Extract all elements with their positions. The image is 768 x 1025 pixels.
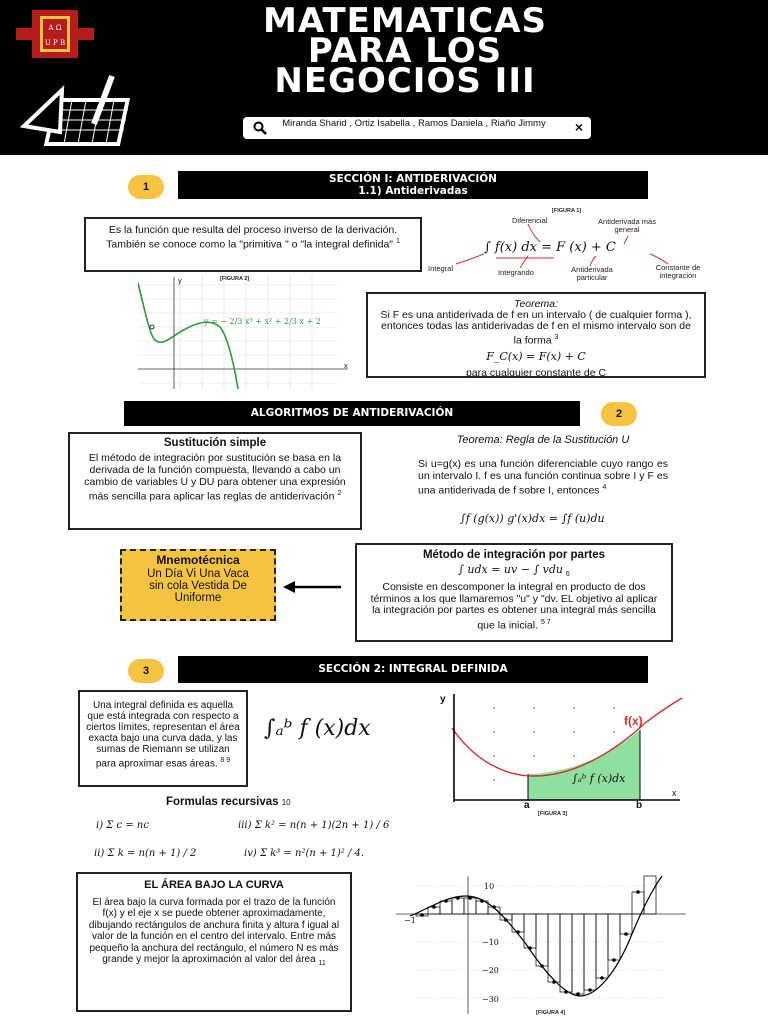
partes-formula: ∫ udx = uv − ∫ vdu	[458, 563, 563, 576]
section-2-title-bar	[124, 401, 580, 426]
teorema-text: Si F es una antiderivada de f en un intervalo ( de cualquier forma ), entonces todas las antiderivadas de f en el mismo intervalo son de la forma	[380, 309, 692, 347]
label-antiderivada-particular: Antiderivada particular	[571, 265, 613, 282]
recursive-formula-ii	[94, 848, 196, 859]
area-title: EL ÁREA BAJO LA CURVA	[144, 879, 284, 891]
section-3-number-badge: 3	[128, 659, 164, 683]
recursive-formula-ii-num: ii)	[94, 848, 105, 859]
recursive-formula-iv-expr: Σ k³ = n²(n + 1)² / 4.	[259, 848, 365, 859]
mnemotecnica-box	[120, 549, 276, 621]
label-antiderivada-general: Antiderivada más general	[598, 217, 656, 234]
authors-text: Miranda Sharid , Ortiz Isabella , Ramos Daniela , Riaño Jimmy	[282, 118, 546, 129]
recursivas-title-row	[166, 796, 291, 808]
regla-u-body	[418, 458, 668, 497]
authors-search-bar[interactable]	[243, 117, 591, 139]
sustitucion-box	[68, 432, 362, 530]
recursive-formula-iv-num: iv)	[244, 848, 257, 859]
area-text: El área bajo la curva formada por el trazo de la función f(x) y el eje x se puede obtener aproximadamente, dibujando rectángulos de anchura finita y altura f igual al valor de la función en el centro del intervalo. Entre más pequeño la anchura del rectángulo, el número N es más grande y mejor la aproximación al valor del área	[88, 896, 340, 965]
figure-3-b-label: b	[636, 800, 643, 811]
section-1-title-bar	[178, 171, 648, 199]
regla-u-text: Si u=g(x) es una función diferenciable cuyo rango es un intervalo I. f es una función continua sobre I y F es una antiderivada de f sobre I, entonces	[418, 458, 668, 497]
figure-1-label: [FIGURA 1]	[552, 208, 582, 214]
area-ref: 11	[318, 960, 326, 967]
figure-1-arrows	[428, 206, 708, 282]
figure-3-graph	[434, 690, 684, 818]
regla-u-ref: 4	[602, 484, 607, 491]
section-3-title-bar	[178, 656, 648, 683]
title-line-1: MATEMATICAS	[262, 1, 548, 41]
label-integrando: Integrando	[498, 268, 534, 277]
teorema-formula: F_C(x) = F(x) + C	[486, 349, 586, 363]
figure-3-x-label: x	[672, 788, 677, 798]
mnemotecnica-title: Mnemotécnica	[156, 553, 240, 567]
figure-1-formula: ∫ f(x) dx = F (x) + C	[484, 240, 616, 255]
recursive-formula-iii	[238, 820, 389, 831]
section-2-title: ALGORITMOS DE ANTIDERIVACIÓN	[250, 407, 454, 419]
figure-2-equation: y = − 2/3 x³ + x² + 2/3 x + 2	[204, 317, 321, 326]
regla-u-formula: ∫f (g(x)) g'(x)dx = ∫f (u)du	[460, 512, 605, 525]
mnemotecnica-text: Un Día Vi Una Vaca sin cola Vestida De Uniforme	[147, 568, 249, 604]
title-line-2: PARA LOS	[307, 31, 503, 71]
integral-definida-refs: 8 9	[220, 757, 231, 764]
figure-4-x-tick: −1	[404, 916, 416, 925]
integral-definida-text: Una integral definida es aquella que está integrada con respecto a ciertos límites, representan el área exacta bajo una curva dada, y las sumas de Riemann se utilizan para aproximar esas áreas.	[86, 700, 240, 770]
label-diferencial: Diferencial	[512, 216, 548, 225]
integral-definida-formula: ∫ₐᵇ f (x)dx	[264, 716, 371, 741]
recursivas-title: Formulas recursivas	[166, 796, 279, 808]
teorema-box	[366, 292, 706, 378]
teorema-title: Teorema:	[514, 298, 558, 310]
close-icon[interactable]: ×	[574, 119, 583, 135]
recursive-formula-iii-num: iii)	[238, 820, 252, 831]
section-2-number-badge: 2	[601, 402, 637, 426]
svg-text:A Ω: A Ω	[48, 24, 62, 32]
section-1-title: SECCIÓN I: ANTIDERIVACIÓN	[329, 173, 497, 185]
figure-2-label: [FIGURA 2]	[220, 276, 250, 282]
figure-2-x-label: x	[344, 361, 348, 370]
university-logo	[16, 10, 94, 58]
area-bajo-curva-box	[76, 872, 352, 1012]
recursive-formula-iv	[244, 848, 364, 859]
recursive-formula-i	[96, 820, 149, 831]
section-3-title: SECCIÓN 2: INTEGRAL DEFINIDA	[318, 663, 508, 675]
label-constante: Constante de integración	[655, 263, 701, 280]
teorema-ref: 3	[554, 334, 559, 341]
figure-4-y-tick-neg10: −10	[482, 938, 499, 947]
poster-title	[190, 1, 620, 101]
recursive-formula-i-num: i)	[96, 820, 104, 831]
arrow-left-icon	[283, 580, 341, 599]
definition-box	[84, 217, 422, 272]
partes-formula-ref: 6	[565, 571, 570, 579]
recursivas-ref: 10	[281, 798, 291, 807]
sustitucion-ref: 2	[337, 490, 342, 497]
sustitucion-title: Sustitución simple	[163, 437, 267, 449]
search-icon[interactable]	[253, 121, 267, 140]
figure-4-y-tick-neg20: −20	[482, 966, 499, 975]
figure-3-a-label: a	[524, 800, 530, 811]
figure-4-graph	[396, 874, 686, 1020]
figure-3-fx-label: f(x)	[624, 714, 643, 728]
sustitucion-text: El método de integración por sustitución se basa en la derivada de la función compuesta, llevando a cabo un cambio de variables U y DU para obtener una expresión más sencilla para aplicar las reglas de antiderivación	[84, 452, 346, 503]
integral-definida-box	[78, 690, 248, 787]
partes-refs: 5 7	[540, 618, 551, 626]
recursive-formula-ii-expr: Σ k = n(n + 1) / 2	[107, 848, 197, 859]
svg-text:U P B: U P B	[44, 39, 66, 47]
teorema-footer: para cualquier constante de C	[465, 366, 607, 379]
figure-4-label: [FIGURA 4]	[536, 1010, 566, 1016]
partes-box	[355, 543, 673, 642]
figure-4-y-tick-10: 10	[484, 882, 495, 891]
recursive-formula-i-expr: Σ c = nc	[106, 820, 149, 831]
regla-u-title: Teorema: Regla de la Sustitución U	[456, 434, 630, 446]
section-1-subtitle: 1.1) Antiderivadas	[358, 185, 468, 197]
definition-text: Es la función que resulta del proceso inverso de la derivación. También se conoce como la "primitiva " o "la integral definida"	[106, 224, 398, 251]
figure-2-y-label: y	[178, 276, 182, 285]
label-integral: Integral	[428, 264, 454, 273]
title-line-3: NEGOCIOS III	[274, 61, 536, 101]
figure-4-y-tick-neg30: −30	[482, 995, 499, 1004]
geometry-tools-icon	[20, 70, 132, 155]
definition-ref: 1	[395, 238, 400, 245]
section-1-number-badge: 1	[128, 175, 164, 199]
figure-3-y-label: y	[440, 694, 446, 705]
figure-3-integral: ∫ₐᵇ f (x)dx	[572, 772, 626, 785]
partes-title: Método de integración por partes	[422, 549, 606, 561]
figure-2-graph	[138, 275, 362, 391]
figure-3-label: [FIGURA 3]	[538, 811, 568, 817]
figure-1-diagram	[428, 206, 708, 282]
partes-text: Consiste en descomponer la integral en producto de dos términos a los que llamaremos "u" y "dv. EL objetivo al aplicar la integración por partes es obtener una integral más sencilla que la inicial.	[370, 581, 658, 632]
recursive-formula-iii-expr: Σ k² = n(n + 1)(2n + 1) / 6	[254, 820, 390, 831]
